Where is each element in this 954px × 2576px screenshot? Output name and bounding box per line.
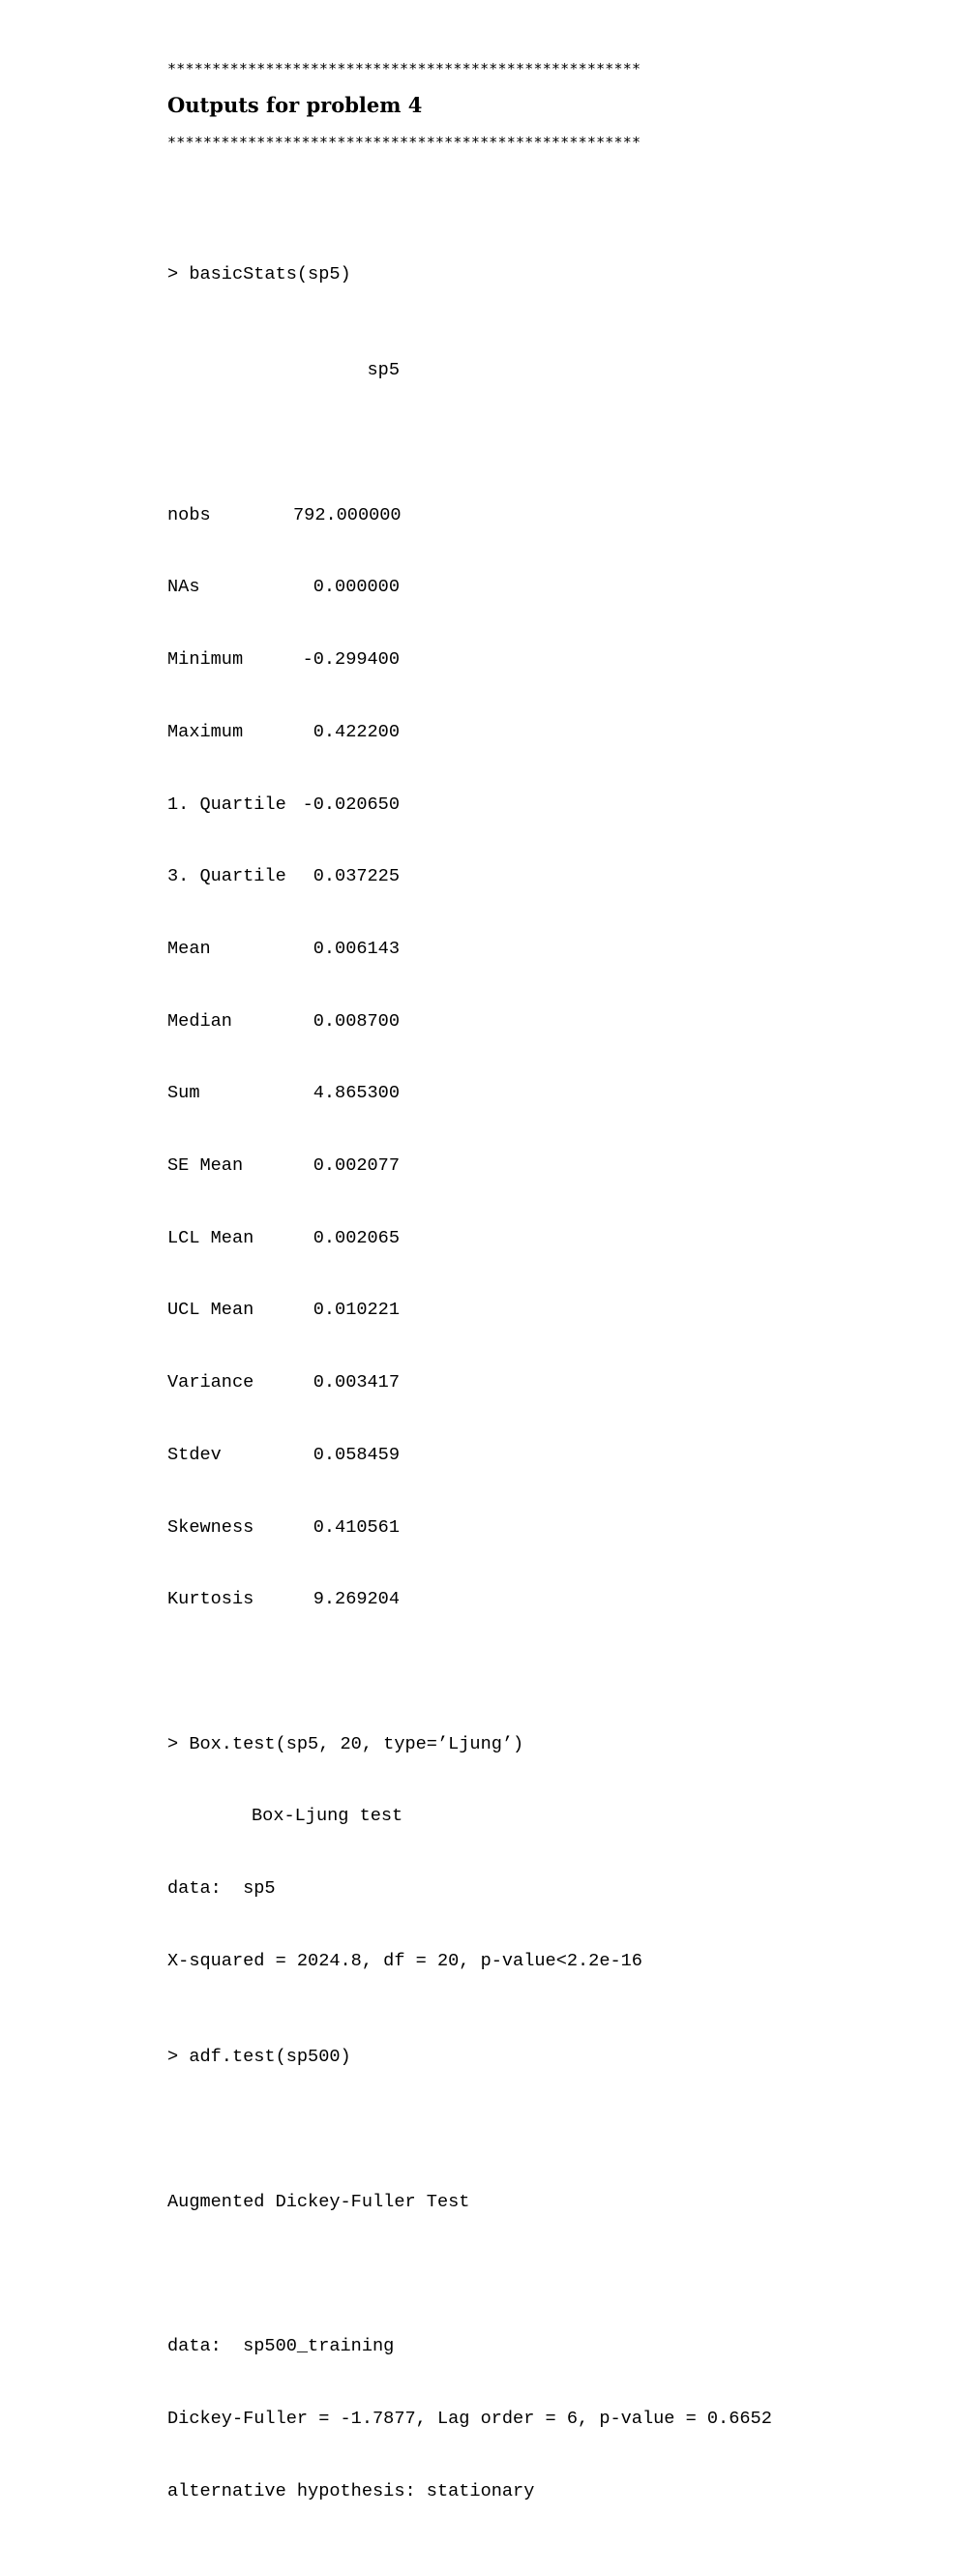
basic-stats-table [167, 456, 772, 1661]
stat-label: 1. Quartile [167, 794, 286, 815]
stats-row [167, 1516, 772, 1541]
stat-value: 0.006143 [313, 938, 400, 959]
stat-label: 3. Quartile [167, 866, 286, 887]
stat-label: Minimum [167, 649, 244, 671]
adf-test-command: > adf.test(sp500) [167, 2047, 351, 2068]
stat-value: -0.299400 [302, 649, 400, 671]
stats-row [167, 648, 772, 673]
box-test-command: > Box.test(sp5, 20, type=’Ljung’) [167, 1733, 524, 1754]
box-test-title: Box-Ljung test [252, 1806, 403, 1827]
stat-value: 9.269204 [313, 1589, 400, 1610]
stat-value: -0.020650 [302, 794, 400, 815]
blank-line [167, 2118, 772, 2142]
adf-test-result-line: Dickey-Fuller = -1.7877, Lag order = 6, p-value = 0.6652 [167, 2408, 772, 2429]
stats-row [167, 1227, 772, 1251]
stat-value: 0.422200 [313, 721, 400, 742]
stat-label: Sum [167, 1083, 200, 1104]
stat-label: UCL Mean [167, 1300, 254, 1321]
adf-test-alternative-line: alternative hypothesis: stationary [167, 2480, 535, 2501]
basic-stats-command: > basicStats(sp5) [167, 263, 351, 285]
adf-test-data-line: data: sp500_training [167, 2336, 395, 2357]
stats-row [167, 721, 772, 745]
stats-row [167, 794, 772, 818]
box-test-data-line: data: sp5 [167, 1878, 276, 1900]
stats-row [167, 1444, 772, 1468]
stat-label: Variance [167, 1372, 254, 1393]
blank-line [167, 2263, 772, 2288]
stat-label: LCL Mean [167, 1227, 254, 1248]
stat-label: SE Mean [167, 1155, 244, 1177]
separator-top: ***************************************************** [167, 60, 641, 77]
document-page [167, 0, 922, 2501]
separator-bottom: ***************************************************** [167, 134, 641, 151]
stat-value: 0.410561 [313, 1516, 400, 1538]
stat-label: NAs [167, 577, 200, 598]
stat-label: Mean [167, 938, 211, 959]
stats-row [167, 1588, 772, 1612]
stat-value: 0.037225 [313, 866, 400, 887]
stat-value: 0.010221 [313, 1300, 400, 1321]
stats-column-header: sp5 [367, 360, 400, 381]
stat-value: 4.865300 [313, 1083, 400, 1104]
stats-row [167, 576, 772, 600]
stat-value: 0.058459 [313, 1444, 400, 1465]
page-title: Outputs for problem 4 [167, 93, 423, 117]
r-console-output [167, 191, 772, 2576]
stats-row [167, 1154, 772, 1179]
stats-column-header-row [167, 359, 772, 383]
stat-label: Median [167, 1010, 232, 1032]
stats-row [167, 1371, 772, 1395]
stats-row [167, 504, 772, 528]
stats-row [167, 938, 772, 962]
stat-label: Skewness [167, 1516, 254, 1538]
stats-row [167, 865, 772, 889]
stat-label: Stdev [167, 1444, 222, 1465]
stats-row [167, 1082, 772, 1106]
stat-value: 0.000000 [313, 577, 400, 598]
adf-test-title: Augmented Dickey-Fuller Test [167, 2191, 470, 2212]
stat-label: Kurtosis [167, 1589, 254, 1610]
stat-label: Maximum [167, 721, 244, 742]
stats-row [167, 1010, 772, 1034]
stat-value: 0.002065 [313, 1227, 400, 1248]
stat-value: 792.000000 [293, 504, 402, 525]
stat-label: nobs [167, 504, 211, 525]
stat-value: 0.008700 [313, 1010, 400, 1032]
box-test-result-line: X-squared = 2024.8, df = 20, p-value<2.2e-16 [167, 1950, 642, 1971]
stat-value: 0.002077 [313, 1155, 400, 1177]
stat-value: 0.003417 [313, 1372, 400, 1393]
stats-row [167, 1299, 772, 1323]
